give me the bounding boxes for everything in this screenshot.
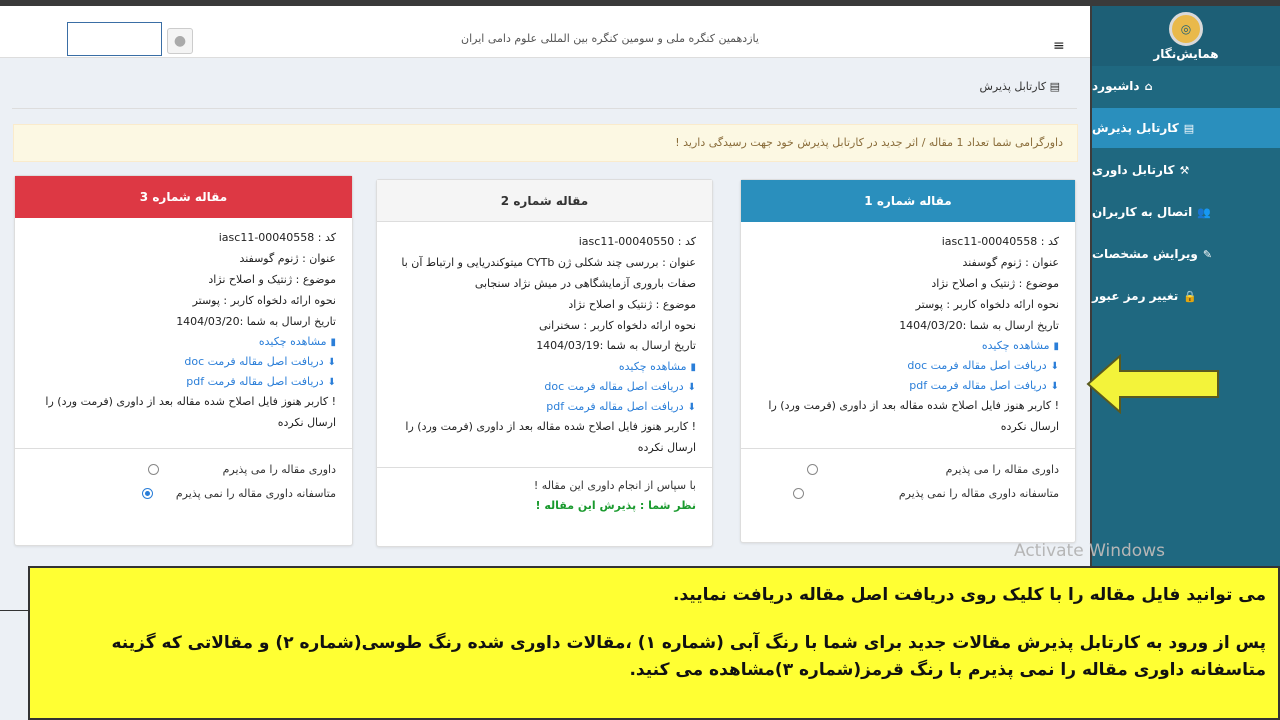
pointer-arrow-icon [1086,354,1220,414]
sidebar-item-edit-profile[interactable] [1092,234,1280,274]
file-icon: ▮ [1053,341,1059,353]
page-title-text: کارتابل پذیرش [979,80,1047,93]
activate-windows-watermark: Activate Windows [1014,541,1165,561]
instruction-callout [28,566,1280,720]
sidebar-item-acceptance[interactable] [1092,108,1280,148]
card-title: مقاله شماره 1 [741,180,1075,222]
article-date: تاریخ ارسال به شما :1404/03/19 [536,339,696,353]
home-icon: ⌂ [1144,79,1153,93]
article-code: کد : iasc11-00040550 [578,235,696,248]
exclamation-icon: ! [1051,399,1059,413]
sidebar-item-label: کارتابل پذیرش [1092,121,1179,135]
new-article-alert: داورگرامی شما تعداد 1 مقاله / اثر جدید در کارتابل پذیرش خود جهت رسیدگی دارید ! [13,124,1078,162]
download-pdf-link[interactable]: ⬇دریافت اصل مقاله فرمت pdf [186,375,336,389]
sidebar-item-label: ویرایش مشخصات [1092,247,1198,261]
article-topic: موضوع : ژنتیک و اصلاح نژاد [931,276,1059,290]
accept-review-option[interactable] [757,457,1059,481]
accept-label: داوری مقاله را می پذیرم [945,462,1059,476]
conference-title: یازدهمین کنگره ملی و سومین کنگره بین المللی علوم دامی ایران [461,32,759,45]
reject-radio-selected[interactable] [142,488,153,499]
download-doc-link[interactable]: ⬇دریافت اصل مقاله فرمت doc [184,355,336,369]
revision-note: ! کاربر هنوز فایل اصلاح شده مقاله بعد از داوری (فرمت ورد) را ارسال نکرده [768,399,1059,434]
sidebar-item-label: داشبورد [1092,79,1140,93]
divider [0,610,30,611]
users-icon: 👥 [1197,205,1211,219]
article-presentation: نحوه ارائه دلخواه کاربر : پوستر [192,293,336,307]
accept-radio[interactable] [807,464,818,475]
sidebar-item-label: تغییر رمز عبور [1092,289,1179,303]
accept-radio[interactable] [148,464,159,475]
accept-label: داوری مقاله را می پذیرم [222,462,336,476]
article-card-3 [14,175,353,546]
document-icon: ▤ [1183,121,1195,135]
divider [12,108,1077,109]
thanks-message: با سپاس از انجام داوری این مقاله ! [533,479,696,493]
view-abstract-link[interactable]: ▮مشاهده چکیده [258,335,336,349]
article-title-cont: صفات باروری آزمایشگاهی در میش نژاد سنجابی [474,276,696,290]
logo-name: همایش‌نگار [1153,46,1219,61]
sidebar-item-dashboard[interactable] [1092,66,1280,106]
gavel-icon: ⚒ [1179,163,1190,177]
download-pdf-link[interactable]: ⬇دریافت اصل مقاله فرمت pdf [546,400,696,414]
article-topic: موضوع : ژنتیک و اصلاح نژاد [208,272,336,286]
sidebar-item-label: اتصال به کاربران [1092,205,1193,219]
article-card-1 [740,179,1076,543]
hamburger-menu-icon[interactable]: ≡ [1053,38,1065,54]
article-code: کد : iasc11-00040558 [941,235,1059,248]
sidebar-item-review[interactable] [1092,150,1280,190]
top-header [0,6,1090,58]
reject-review-option[interactable] [31,481,336,505]
sidebar-item-label: کارتابل داوری [1092,163,1175,177]
article-title: عنوان : ژنوم گوسفند [962,255,1059,269]
lock-icon: 🔒 [1183,289,1197,303]
article-topic: موضوع : ژنتیک و اصلاح نژاد [568,297,696,311]
article-title: عنوان : ژنوم گوسفند [239,251,336,265]
verdict-text: نظر شما : پذیرش این مقاله ! [535,498,696,512]
view-abstract-link[interactable]: ▮مشاهده چکیده [981,339,1059,353]
download-icon: ⬇ [1050,381,1059,393]
exclamation-icon: ! [328,395,336,409]
logo[interactable] [1092,6,1280,66]
callout-line-1: می توانید فایل مقاله را با کلیک روی دریافت اصل مقاله دریافت نمایید. [673,585,1266,605]
page-title [900,80,1060,93]
revision-note: ! کاربر هنوز فایل اصلاح شده مقاله بعد از داوری (فرمت ورد) را ارسال نکرده [45,395,336,430]
article-presentation: نحوه ارائه دلخواه کاربر : سخنرانی [538,318,696,332]
download-doc-link[interactable]: ⬇دریافت اصل مقاله فرمت doc [907,359,1059,373]
reject-label: متاسفانه داوری مقاله را نمی پذیرم [898,486,1059,500]
reject-label: متاسفانه داوری مقاله را نمی پذیرم [175,486,336,500]
sidebar-item-change-password[interactable] [1092,276,1280,316]
download-icon: ⬇ [327,377,336,389]
sidebar-item-connect-users[interactable] [1092,192,1280,232]
accept-review-option[interactable] [31,457,336,481]
reject-radio[interactable] [793,488,804,499]
user-avatar-icon[interactable]: ● [167,28,193,54]
card-title: مقاله شماره 2 [377,180,712,222]
file-icon: ▮ [690,362,696,374]
document-icon: ▤ [1046,80,1060,93]
header-search-box[interactable] [67,22,162,56]
article-title: عنوان : بررسی چند شکلی ژن CYTb میتوکندریایی و ارتباط آن با [401,255,696,269]
view-abstract-link[interactable]: ▮مشاهده چکیده [618,360,696,374]
download-icon: ⬇ [687,382,696,394]
edit-icon: ✎ [1202,247,1213,261]
download-icon: ⬇ [687,402,696,414]
card-title: مقاله شماره 3 [15,176,352,218]
download-icon: ⬇ [1050,361,1059,373]
file-icon: ▮ [330,337,336,349]
revision-note: ! کاربر هنوز فایل اصلاح شده مقاله بعد از داوری (فرمت ورد) را ارسال نکرده [405,420,696,455]
download-icon: ⬇ [327,357,336,369]
exclamation-icon: ! [688,420,696,434]
article-presentation: نحوه ارائه دلخواه کاربر : پوستر [915,297,1059,311]
callout-line-2: پس از ورود به کارتابل پذیرش مقالات جدید برای شما با رنگ آبی (شماره ۱) ،مقالات داوری شده رنگ طوسی(شماره ۲) و مقالاتی که گزینه متاسفانه داوری مقاله را نمی پذیرم با رنگ قرمز(شماره ۳)مشاهده می کنید. [111,633,1266,680]
download-doc-link[interactable]: ⬇دریافت اصل مقاله فرمت doc [544,380,696,394]
article-date: تاریخ ارسال به شما :1404/03/20 [176,314,336,328]
article-date: تاریخ ارسال به شما :1404/03/20 [899,318,1059,332]
download-pdf-link[interactable]: ⬇دریافت اصل مقاله فرمت pdf [909,379,1059,393]
reject-review-option[interactable] [757,481,1059,505]
article-code: کد : iasc11-00040558 [218,231,336,244]
article-card-2 [376,179,713,547]
logo-mark-icon: ◎ [1169,12,1203,46]
